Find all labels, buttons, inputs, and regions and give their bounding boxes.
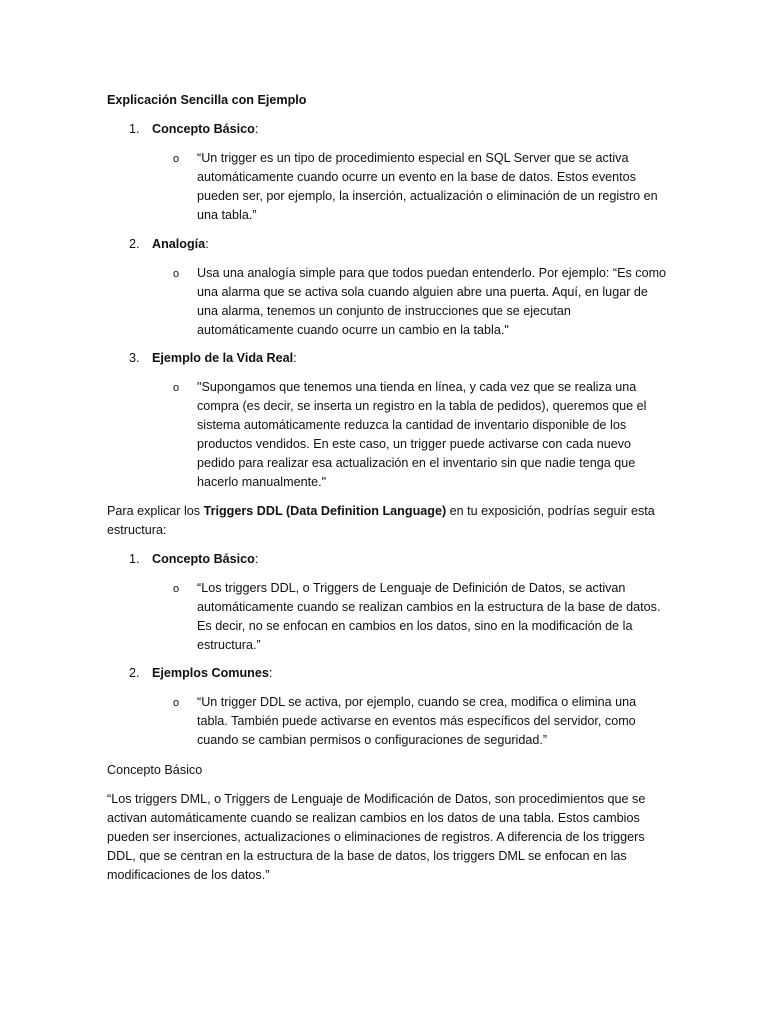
list-number: 2.: [129, 237, 140, 251]
list-item-title-bold: Ejemplo de la Vida Real: [152, 351, 294, 365]
dml-paragraph: “Los triggers DML, o Triggers de Lenguaje de Modificación de Datos, son procedimientos que se activan automáticamente cuando se realizan cambios en los datos de una tabla. Estos cambios pueden ser inserciones, actualizaciones o eliminaciones de registros. A diferencia de los triggers DDL, que se centran en la estructura de la base de datos, los triggers DML se enfocan en las modificaciones de los datos.”: [107, 792, 646, 882]
bullet-text: Usa una analogía simple para que todos puedan entenderlo. Por ejemplo: “Es como una alarma que se activa sola cuando alguien abre una puerta. Aquí, en lugar de una alarma, tenemos un conjunto de instrucciones que se ejecutan automáticamente cuando ocurre un cambio en la tabla.": [197, 266, 667, 337]
list-item-title-bold: Analogía: [152, 237, 206, 251]
bullet-marker: o: [173, 153, 180, 165]
list-number: 1.: [129, 552, 140, 566]
list-item-title: [152, 349, 297, 368]
ddl-intro-before: Para explicar los: [107, 504, 204, 518]
list-item-title-bold: Concepto Básico: [152, 552, 255, 566]
bullet-text: “Un trigger es un tipo de procedimiento especial en SQL Server que se activa automáticamente cuando ocurre un evento en la base de datos. Estos eventos pueden ser, por ejemplo, la inserción, actualización o eliminación de un registro en una tabla.”: [197, 151, 658, 222]
list-item-title-bold: Concepto Básico: [152, 122, 255, 136]
list-item-title-bold: Ejemplos Comunes: [152, 666, 269, 680]
bullet-text: "Supongamos que tenemos una tienda en línea, y cada vez que se realiza una compra (es decir, se inserta un registro en la tabla de pedidos), queremos que el sistema automáticamente reduzca la cantidad de inventario disponible de los productos vendidos. En este caso, un trigger puede activarse con cada nuevo pedido para realizar esa actualización en el inventario sin que nadie tenga que hacerlo manualmente.": [197, 380, 647, 489]
list-item-suffix: :: [254, 552, 259, 566]
list-item-suffix: :: [268, 666, 273, 680]
list-item-title: [152, 120, 258, 139]
list-number: 2.: [129, 666, 140, 680]
document-heading: Explicación Sencilla con Ejemplo: [107, 93, 307, 107]
list-item-suffix: :: [205, 237, 209, 251]
bullet-marker: o: [173, 268, 180, 280]
list-item-title: [152, 664, 272, 683]
ddl-intro-after: en tu exposición, podrías seguir esta estructura:: [107, 504, 655, 537]
ddl-intro-paragraph: [107, 502, 667, 540]
list-item-suffix: :: [293, 351, 297, 365]
bullet-marker: o: [173, 583, 180, 595]
bullet-marker: o: [173, 382, 180, 394]
list-item-suffix: :: [254, 122, 259, 136]
bullet-text: “Los triggers DDL, o Triggers de Lenguaje de Definición de Datos, se activan automáticamente cuando se realizan cambios en la estructura de la base de datos. Es decir, no se enfocan en cambios en los datos, sino en la modificación de la estructura.”: [197, 581, 661, 652]
dml-heading: Concepto Básico: [107, 763, 203, 777]
list-item-title: [152, 550, 258, 569]
bullet-marker: o: [173, 697, 180, 709]
bullet-text: “Un trigger DDL se activa, por ejemplo, cuando se crea, modifica o elimina una tabla. También puede activarse en eventos más específicos del servidor, como cuando se cambian permisos o configuraciones de seguridad.”: [197, 695, 637, 747]
list-number: 1.: [129, 122, 140, 136]
list-item-title: [152, 235, 209, 254]
list-number: 3.: [129, 351, 140, 365]
ddl-intro-bold: Triggers DDL (Data Definition Language): [203, 504, 447, 518]
